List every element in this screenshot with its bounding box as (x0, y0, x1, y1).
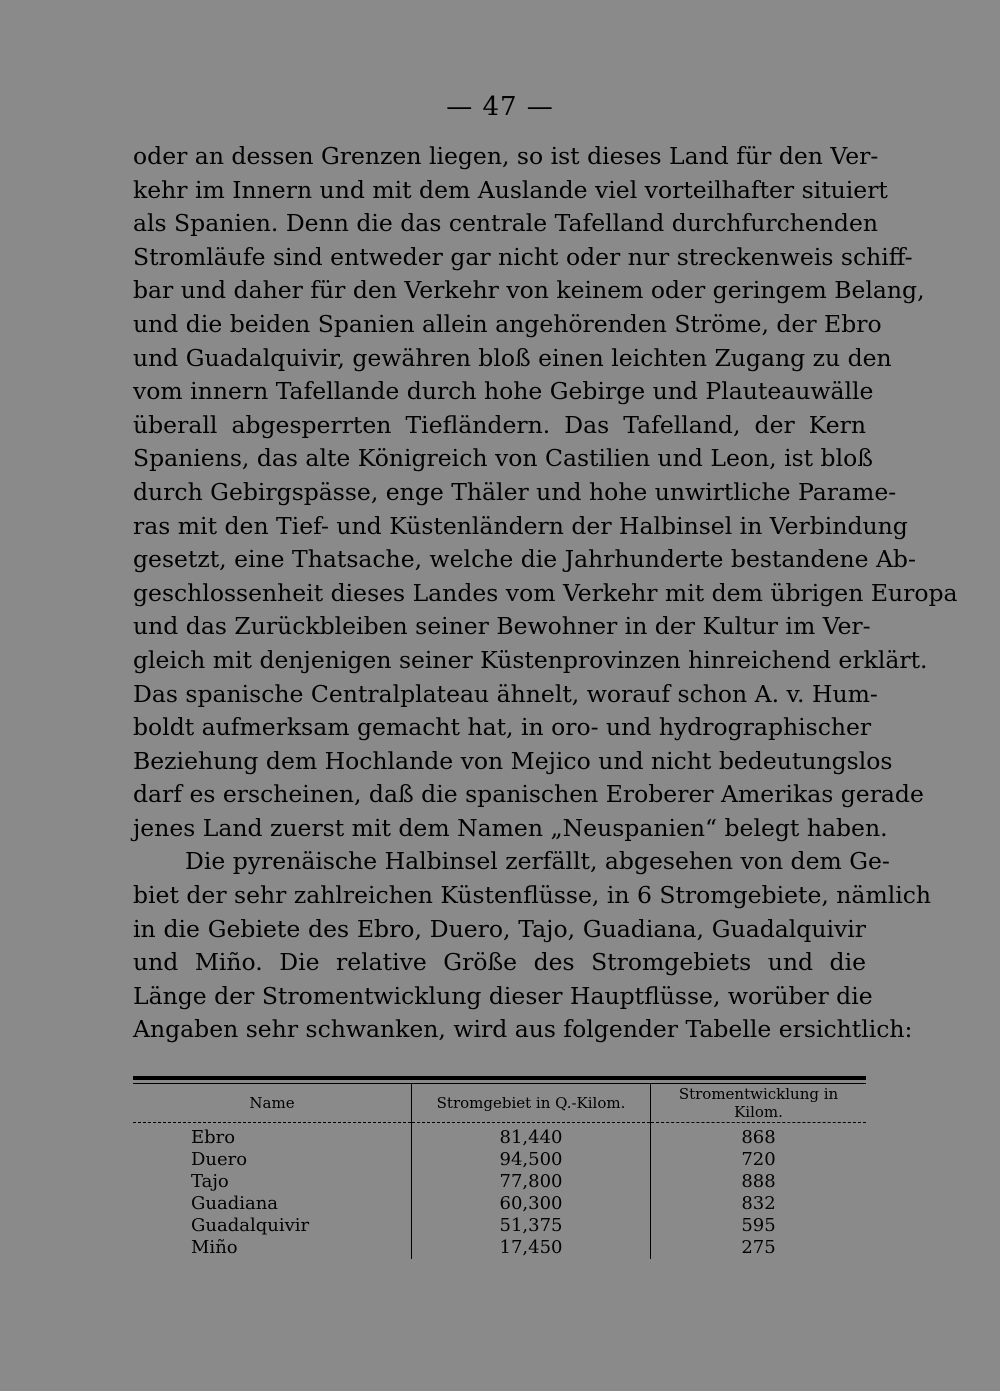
page-number: — 47 — (446, 92, 554, 122)
text-line: oder an dessen Grenzen liegen, so ist dieses Land für den Ver- (133, 142, 879, 170)
text-line: darf es erscheinen, daß die spanischen Eroberer Amerikas gerade (133, 780, 924, 809)
text-line: biet der sehr zahlreichen Küstenflüsse, in 6 Stromgebiete, nämlich (133, 881, 932, 910)
text-line: vom innern Tafellande durch hohe Gebirge und Plauteauwälle (133, 377, 874, 406)
text-line: und Miño. Die relative Größe des Stromgebiets und die (133, 948, 866, 977)
text-line: durch Gebirgspässe, enge Thäler und hohe unwirtliche Parame- (133, 477, 897, 506)
text-line: geschlossenheit dieses Landes vom Verkehr mit dem übrigen Europa (133, 578, 958, 607)
text-line: und die beiden Spanien allein angehörenden Ströme, der Ebro (133, 309, 882, 338)
cell-name: Guadiana (191, 1193, 279, 1214)
text-line: als Spanien. Denn die das centrale Tafelland durchfurchenden (133, 209, 878, 238)
text-line: kehr im Innern und mit dem Auslande viel vorteilhafter situiert (133, 175, 888, 204)
cell-name: Miño (191, 1237, 238, 1258)
cell-length: 275 (651, 1237, 867, 1259)
header-length: Stromentwicklung in Kilom. (651, 1084, 867, 1123)
text-line: und das Zurückbleiben seiner Bewohner in der Kultur im Ver- (133, 612, 871, 641)
river-table (133, 1076, 866, 1259)
text-line: gleich mit denjenigen seiner Küstenprovinzen hinreichend erklärt. (133, 645, 928, 674)
cell-area: 51,375 (412, 1215, 651, 1237)
cell-area: 60,300 (412, 1193, 651, 1215)
table-row (133, 1123, 866, 1150)
text-line: Spaniens, das alte Königreich von Castilien und Leon, ist bloß (133, 444, 873, 473)
table-row (133, 1215, 866, 1237)
text-line: Stromläufe sind entweder gar nicht oder nur streckenweis schiff- (133, 242, 913, 271)
table-row (133, 1149, 866, 1171)
cell-length: 888 (651, 1171, 867, 1193)
text-line: Angaben sehr schwanken, wird aus folgender Tabelle ersichtlich: (133, 1015, 913, 1044)
cell-length: 720 (651, 1149, 867, 1171)
text-line: in die Gebiete des Ebro, Duero, Tajo, Guadiana, Guadalquivir (133, 914, 866, 943)
text-line: überall abgesperrten Tiefländern. Das Tafelland, der Kern (133, 410, 866, 439)
cell-name: Guadalquivir (191, 1215, 310, 1236)
text-line: bar und daher für den Verkehr von keinem oder geringem Belang, (133, 276, 925, 305)
data-table (133, 1084, 866, 1259)
text-line: gesetzt, eine Thatsache, welche die Jahrhunderte bestandene Ab- (133, 545, 916, 574)
cell-area: 17,450 (412, 1237, 651, 1259)
cell-length: 868 (651, 1123, 867, 1150)
table-row (133, 1193, 866, 1215)
text-line: boldt aufmerksam gemacht hat, in oro- und hydrographischer (133, 713, 872, 742)
text-line: Beziehung dem Hochlande von Mejico und nicht bedeutungslos (133, 746, 893, 775)
table-top-rule (133, 1076, 866, 1080)
text-line: und Guadalquivir, gewähren bloß einen leichten Zugang zu den (133, 343, 892, 372)
text-line: Die pyrenäische Halbinsel zerfällt, abgesehen von dem Ge- (185, 847, 890, 876)
cell-name: Ebro (191, 1127, 236, 1148)
cell-name: Duero (191, 1149, 248, 1170)
cell-area: 81,440 (412, 1123, 651, 1150)
text-line: jenes Land zuerst mit dem Namen „Neuspanien“ belegt haben. (133, 813, 888, 842)
header-name: Name (133, 1084, 412, 1123)
cell-area: 77,800 (412, 1171, 651, 1193)
cell-name: Tajo (191, 1171, 229, 1192)
table-header-row (133, 1084, 866, 1123)
text-line: ras mit den Tief- und Küstenländern der Halbinsel in Verbindung (133, 511, 908, 540)
header-area: Stromgebiet in Q.-Kilom. (412, 1084, 651, 1123)
body-text (133, 140, 958, 1047)
cell-length: 595 (651, 1215, 867, 1237)
text-line: Das spanische Centralplateau ähnelt, worauf schon A. v. Hum- (133, 679, 878, 708)
table-row (133, 1237, 866, 1259)
table-row (133, 1171, 866, 1193)
text-line: Länge der Stromentwicklung dieser Hauptflüsse, worüber die (133, 981, 873, 1010)
cell-length: 832 (651, 1193, 867, 1215)
cell-area: 94,500 (412, 1149, 651, 1171)
